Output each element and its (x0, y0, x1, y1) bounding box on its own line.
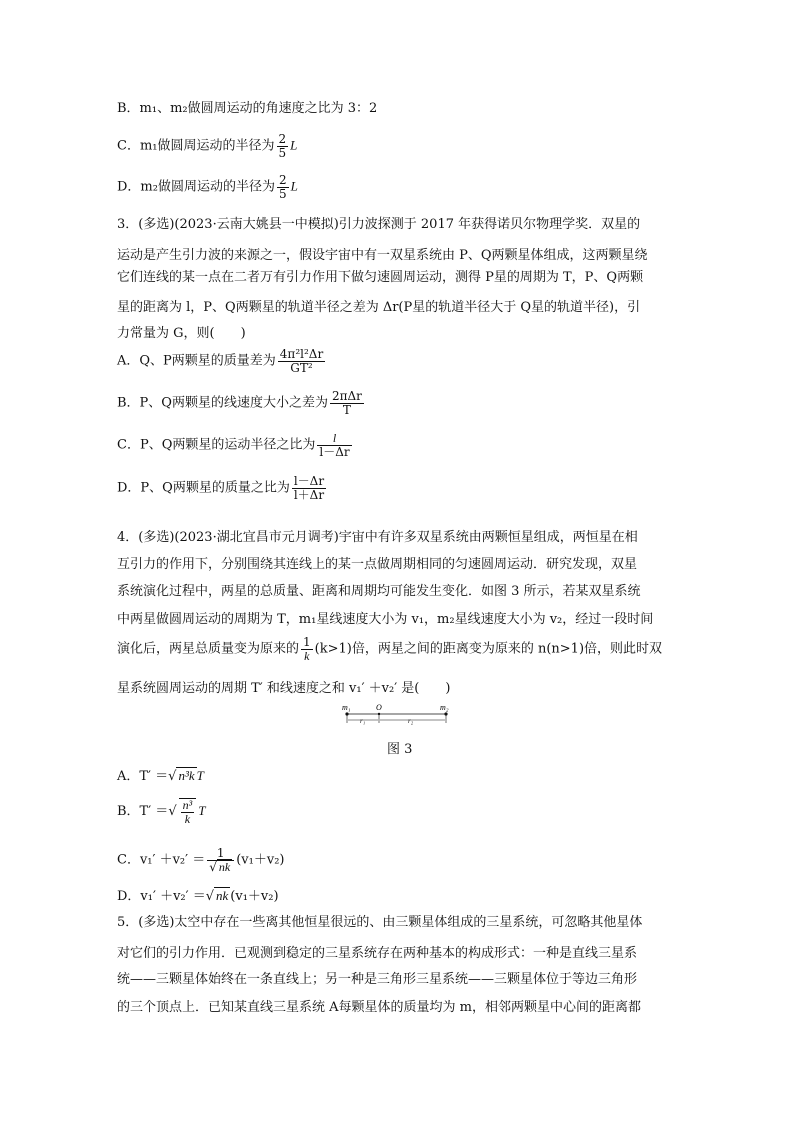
q4-line-2: 互引力的作用下，分别围绕其连线上的某一点做周期相同的匀速圆周运动．研究发现，双星 (117, 557, 638, 572)
q2-d-post: L (290, 178, 298, 194)
q3-option-a (117, 348, 327, 374)
q2-option-c (117, 133, 297, 159)
q4-d-post: (v₁＋v₂) (230, 889, 279, 904)
q4-b-post: T (198, 803, 206, 819)
q4-c-text: C．v₁′ ＋v₂′ ＝ (117, 852, 206, 868)
q3-b-text: B．P、Q两颗星的线速度大小之差为 (117, 395, 328, 411)
q2-c-text: C．m₁做圆周运动的半径为 (117, 138, 275, 154)
q2-d-den: 5 (278, 186, 287, 201)
q2-d-fraction (277, 174, 289, 200)
q5-line-3: 统——三颗星体始终在一条直线上；另一种是三角形三星系统——三颗星体位于等边三角形 (117, 972, 638, 987)
q4-l5-den: k (304, 648, 310, 663)
q3-option-c (117, 432, 354, 458)
q3-a-fraction (278, 348, 325, 374)
q2-d-text: D．m₂做圆周运动的半径为 (117, 179, 275, 195)
q4-d-text: D．v₁′ ＋v₂′ ＝ (117, 889, 206, 904)
q4-line-1: 4．(多选)(2023·湖北宜昌市元月调考)宇宙中有许多双星系统由两颗恒星组成，两恒星在相 (117, 530, 638, 545)
q4-a-radicand: n³k (178, 768, 195, 783)
q5-line-1: 5．(多选)太空中存在一些离其他恒星很远的、由三颗星体组成的三星系统，可忽略其他星体 (117, 915, 643, 930)
q4-option-a (117, 765, 204, 784)
q3-b-fraction (330, 390, 364, 416)
q4-l5-fraction (301, 636, 313, 662)
q3-line-5: 力常量为 G，则( ) (117, 326, 246, 341)
q3-line-4: 星的距离为 l，P、Q两颗星的轨道半径之差为 Δr(P星的轨道半径大于 Q星的轨道半径)，引 (117, 300, 641, 315)
q3-line-2: 运动是产生引力波的来源之一，假设宇宙中有一双星系统由 P、Q两颗星体组成，这两颗星绕 (117, 248, 648, 263)
q3-d-text: D．P、Q两颗星的质量之比为 (117, 480, 290, 496)
q4-line-3: 系统演化过程中，两星的总质量、距离和周期均可能发生变化．如图 3 所示，若某双星系统 (117, 584, 641, 599)
q2-c-den: 5 (278, 145, 287, 160)
q3-line-1: 3．(多选)(2023·云南大姚县一中模拟)引力波探测于 2017 年获得诺贝尔物理学奖．双星的 (117, 217, 641, 232)
q4-c-fraction (207, 847, 234, 873)
q2-d-num: 2 (278, 173, 287, 187)
q4-option-c (117, 847, 284, 873)
q3-d-fraction (292, 475, 326, 501)
q3-c-fraction (317, 432, 351, 458)
q3-d-den: l＋Δr (293, 487, 325, 502)
q3-option-b (117, 390, 366, 416)
figure-3-caption: 图 3 (387, 742, 413, 757)
q4-c-num: 1 (207, 847, 234, 861)
fig-m1-label: m₁ (342, 703, 351, 712)
q4-c-den-radicand: nk (218, 859, 231, 874)
q3-b-den: T (342, 402, 351, 417)
q4-l5-num: 1 (303, 635, 311, 649)
q3-a-text: A．Q、P两颗星的质量差为 (117, 353, 276, 369)
q2-c-fraction (277, 133, 289, 159)
q4-d-radicand: nk (216, 888, 229, 903)
q3-a-den: GT² (290, 360, 313, 375)
figure-3-diagram (340, 702, 460, 728)
q4-l5-text: 演化后，两星总质量变为原来的 (117, 641, 300, 657)
q3-line-3: 它们连线的某一点在二者万有引力作用下做匀速圆周运动，测得 P星的周期为 T，P、Q两颗 (117, 270, 644, 285)
q2-c-num: 2 (278, 132, 287, 146)
q3-option-d (117, 475, 328, 501)
q4-b-fraction (179, 798, 197, 825)
q2-option-d (117, 174, 298, 200)
q4-c-den: √ nk (209, 859, 231, 874)
q4-b-num: n³ (182, 798, 193, 812)
q4-b-text: B．T′ ＝ (117, 804, 169, 820)
q4-line-5 (117, 636, 662, 662)
q4-c-post: (v₁＋v₂) (236, 852, 285, 868)
q3-c-den: l－Δr (319, 444, 350, 459)
q3-c-num: l (317, 432, 351, 446)
fig-r2-label: r₂ (408, 717, 414, 725)
q4-option-b (117, 798, 205, 825)
q4-b-sqrt-sign: √ (168, 804, 177, 820)
q2-c-post: L (290, 137, 298, 153)
q2-option-b: B．m₁、m₂做圆周运动的角速度之比为 3：2 (117, 101, 378, 116)
q5-line-4: 的三个顶点上．已知某直线三星系统 A每颗星体的质量均为 m，相邻两颗星中心间的距离都 (117, 1000, 641, 1015)
q3-b-num: 2πΔr (331, 389, 362, 403)
fig-m2-label: m₂ (440, 703, 449, 712)
fig-r1-label: r₁ (360, 717, 366, 725)
q5-line-2: 对它们的引力作用．已观测到稳定的三星系统存在两种基本的构成形式：一种是直线三星系 (117, 946, 638, 961)
q3-c-text: C．P、Q两颗星的运动半径之比为 (117, 437, 316, 453)
q4-a-post: T (196, 768, 204, 783)
q4-a-sqrt-sign: √ (168, 769, 177, 784)
q4-a-text: A．T′ ＝ (117, 769, 169, 784)
fig-o-label: O (376, 703, 382, 712)
q4-option-d (117, 885, 279, 904)
q4-d-sqrt-sign: √ (205, 889, 214, 904)
q4-line-6: 星系统圆周运动的周期 T′ 和线速度之和 v₁′ ＋v₂′ 是( ) (117, 681, 451, 696)
q4-l5-post: (k>1)倍，两星之间的距离变为原来的 n(n>1)倍，则此时双 (314, 641, 663, 657)
q4-line-4: 中两星做圆周运动的周期为 T，m₁星线速度大小为 v₁，m₂星线速度大小为 v₂，经过一段时间 (117, 612, 654, 627)
q3-a-num: 4π²l²Δr (279, 347, 324, 361)
q3-d-num: l－Δr (293, 474, 325, 488)
q4-b-den: k (184, 811, 191, 826)
